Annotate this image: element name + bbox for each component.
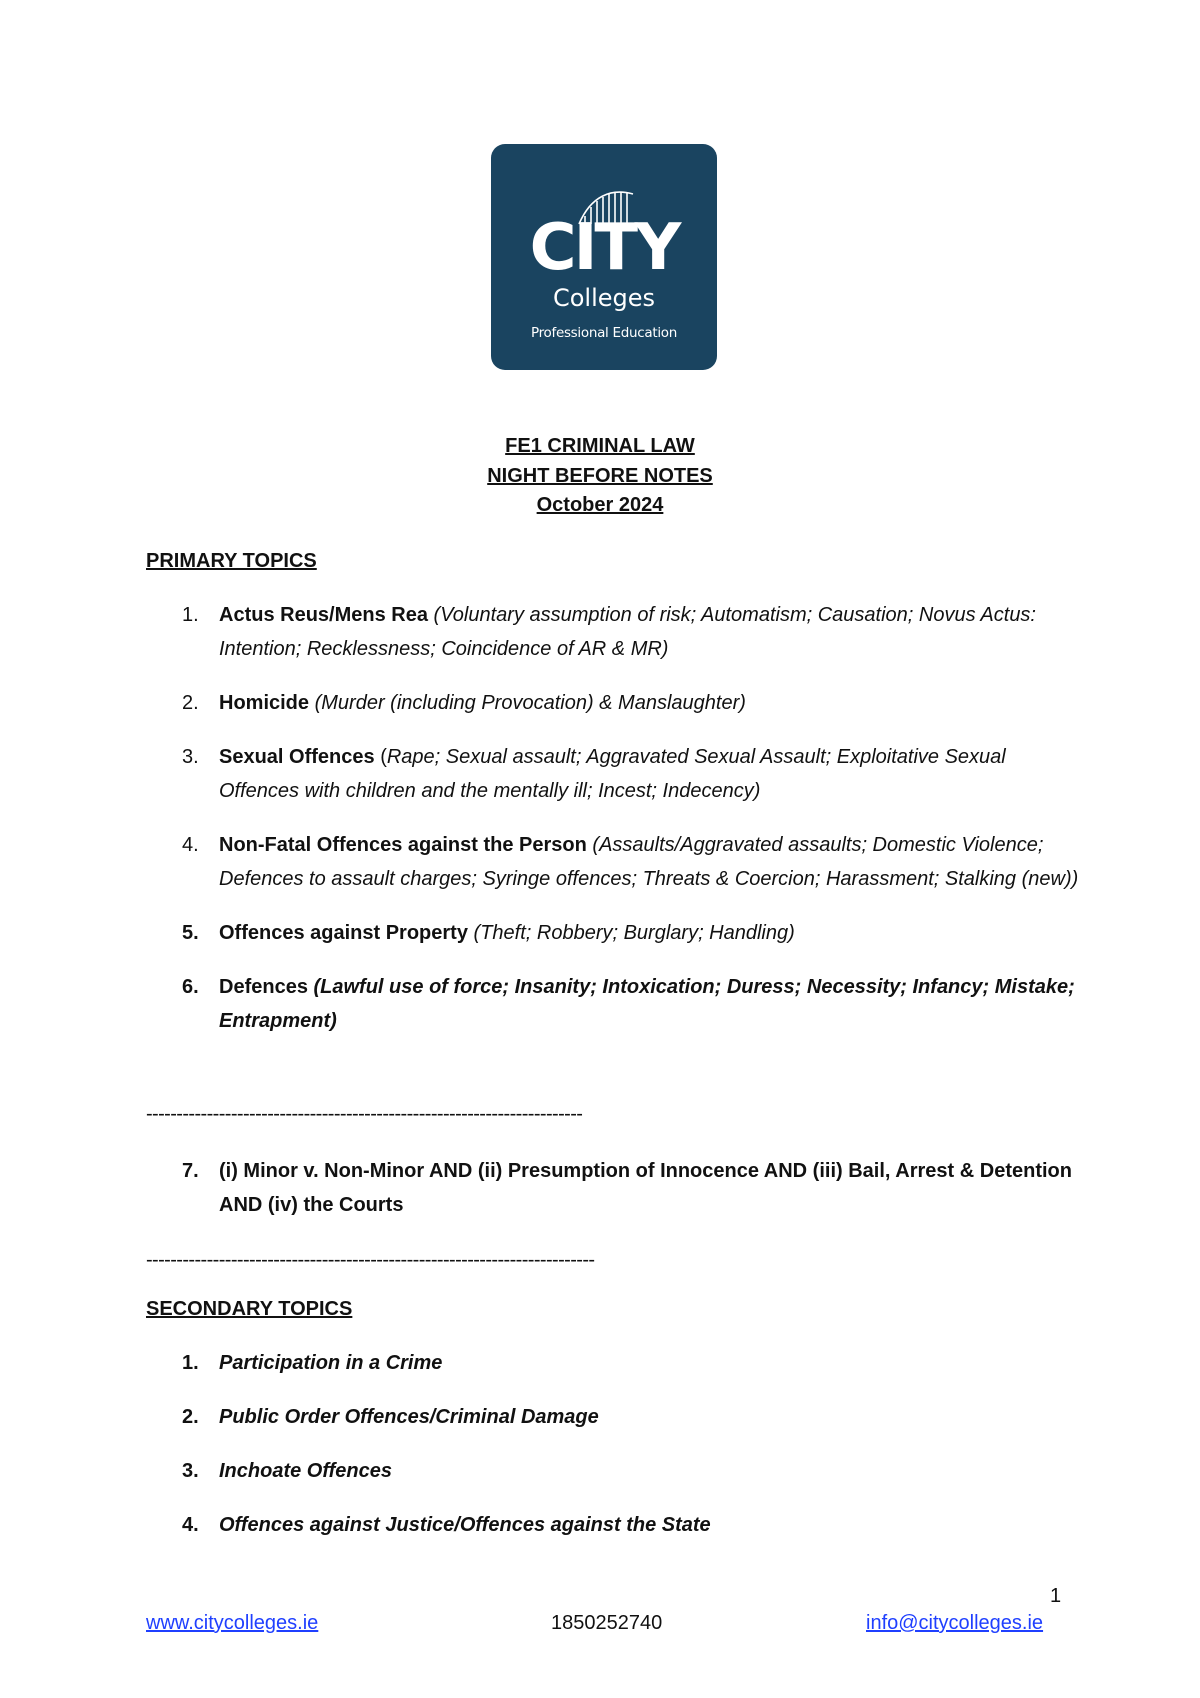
list-item	[146, 970, 1086, 1038]
topic-title: Homicide	[219, 692, 310, 714]
list-item	[146, 1400, 1086, 1434]
topic-title: Inchoate Offences	[219, 1460, 393, 1482]
list-number: 5.	[182, 922, 199, 944]
primary-topics-heading: PRIMARY TOPICS	[146, 550, 317, 572]
document-title	[0, 432, 1200, 521]
list-item	[146, 1346, 1086, 1380]
title-date: October 2024	[536, 494, 664, 516]
list-number: 1.	[182, 604, 199, 626]
title-line-2: NIGHT BEFORE NOTES	[487, 464, 713, 487]
list-number: 3.	[182, 746, 199, 768]
city-colleges-logo	[491, 144, 717, 370]
website-link[interactable]: www.citycolleges.ie	[146, 1612, 319, 1634]
page-number: 1	[1050, 1585, 1062, 1607]
divider-line: --------------------------------------------------------------------------	[146, 1249, 595, 1271]
topic-title: Participation in a Crime	[219, 1352, 443, 1374]
topic-detail: (Lawful use of force; Insanity; Intoxication; Duress; Necessity; Infancy; Mistake; Entrapment)	[219, 976, 1075, 1032]
logo-tagline: Professional Education	[530, 325, 678, 341]
footer-email	[866, 1612, 1043, 1635]
footer-website	[146, 1612, 318, 1635]
topic-title: Non-Fatal Offences against the Person	[219, 834, 587, 856]
list-number: 3.	[182, 1460, 199, 1482]
topic-detail: Rape; Sexual assault; Aggravated Sexual Assault; Exploitative Sexual Offences with children and the mentally ill; Incest; Indecency)	[219, 746, 1006, 802]
list-number: 6.	[182, 976, 199, 998]
list-item	[146, 1454, 1086, 1488]
list-number: 4.	[182, 1514, 199, 1536]
list-number: 7.	[182, 1160, 199, 1182]
list-item	[146, 828, 1086, 896]
logo-main-text: CITY	[529, 211, 679, 285]
footer-phone: 1850252740	[551, 1612, 663, 1634]
list-number: 4.	[182, 834, 199, 856]
list-number: 2.	[182, 1406, 199, 1428]
secondary-topics-heading: SECONDARY TOPICS	[146, 1298, 353, 1320]
list-item	[146, 686, 1086, 720]
topic-detail: (Murder (including Provocation) & Manslaughter)	[314, 692, 746, 714]
topic-title: Offences against Property	[219, 922, 468, 944]
topic-title: Public Order Offences/Criminal Damage	[219, 1406, 599, 1428]
secondary-topics-list	[146, 1346, 1086, 1542]
topic-title: Sexual Offences	[219, 746, 375, 768]
list-item	[146, 598, 1086, 666]
topic-title: (i) Minor v. Non-Minor AND (ii) Presumption of Innocence AND (iii) Bail, Arrest & Detention AND (iv) the Courts	[219, 1160, 1072, 1216]
topic-title: Offences against Justice/Offences against the State	[219, 1514, 711, 1536]
list-item	[146, 740, 1086, 808]
primary-topics-list	[146, 598, 1086, 1038]
email-link[interactable]: info@citycolleges.ie	[866, 1612, 1044, 1634]
list-item	[146, 1508, 1086, 1542]
logo-sub-text: Colleges	[552, 284, 656, 312]
title-line-1: FE1 CRIMINAL LAW	[505, 435, 695, 457]
topic-paren: (	[380, 746, 387, 768]
topic-detail: (Theft; Robbery; Burglary; Handling)	[473, 922, 795, 944]
list-number: 2.	[182, 692, 199, 714]
list-item	[146, 916, 1086, 950]
topic-detail: (Assaults/Aggravated assaults; Domestic Violence; Defences to assault charges; Syringe offences; Threats & Coercion; Harassment; Stalking (new))	[219, 834, 1079, 890]
topic-detail: (Voluntary assumption of risk; Automatism; Causation; Novus Actus: Intention; Recklessness; Coincidence of AR & MR)	[219, 604, 1036, 660]
list-item	[146, 1154, 1086, 1222]
list-number: 1.	[182, 1352, 199, 1374]
topic-title: Defences	[219, 976, 308, 998]
topic-title: Actus Reus/Mens Rea	[219, 604, 428, 626]
divider-line: ------------------------------------------------------------------------	[146, 1103, 583, 1125]
primary-topic-7	[146, 1154, 1086, 1222]
